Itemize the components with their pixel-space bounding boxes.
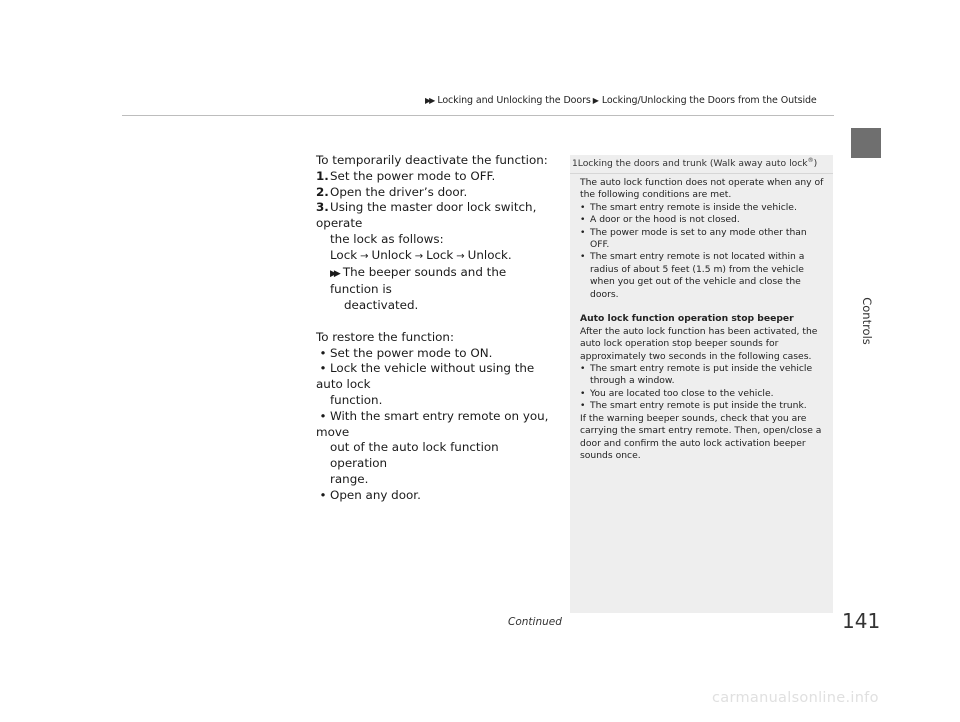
bullet-icon: • <box>319 487 327 502</box>
case-item: • The smart entry remote is put inside the vehicle <box>580 363 813 375</box>
bullet-icon: • <box>580 226 586 238</box>
page-number: 141 <box>842 609 881 633</box>
result-line: ▶▶ The beeper sounds and the function is <box>330 264 507 297</box>
case-item: • The smart entry remote is put inside the trunk. <box>580 400 807 412</box>
breadcrumb <box>425 95 817 106</box>
chapter-tab-marker <box>851 128 881 158</box>
bullet-icon: • <box>580 363 586 375</box>
step-1: 1.Set the power mode to OFF. <box>316 168 496 183</box>
header-rule <box>122 115 834 116</box>
sidebar-title: 1Locking the doors and trunk (Walk away auto lock®) <box>570 157 833 174</box>
beeper-heading: Auto lock function operation stop beeper <box>580 313 794 325</box>
sidebar-body: The auto lock function does not operate when any of the following conditions are met. • The smart entry remote is inside the vehicle. • A door or the hood is not closed. • The power mode is set to any mode other than OFF. • The smart entry remote is not located within a radius of about 5 feet (1.5 m) from the vehicle when you get out of the vehicle and close the doors. Auto lock function operation stop beeper After the auto lock function has been activated, the auto lock operation stop beeper sounds for approximately two seconds in the following cases. • The smart entry remote is put inside the vehicle through a window. • You are located too close to the vehicle. • The smart entry remote is put inside the trunk. If the warning beeper sounds, check that you are carrying the smart entry remote. Then, open/close a door and confirm the auto lock activation beeper sounds once. <box>580 177 828 462</box>
reference-mark-icon: 1 <box>572 159 578 170</box>
restore-item: • Lock the vehicle without using the auto lock <box>316 361 535 392</box>
double-arrow-icon: ▶▶ <box>425 96 434 105</box>
continued-label: Continued <box>508 616 562 628</box>
sidebar-note <box>570 155 833 613</box>
result-line-cont: deactivated. <box>344 298 419 313</box>
restore-item: • Open any door. <box>316 488 556 504</box>
condition-item: • The power mode is set to any mode other than <box>580 226 807 238</box>
condition-item: • A door or the hood is not closed. <box>580 214 740 226</box>
step-3-cont: the lock as follows: <box>330 231 444 246</box>
bullet-icon: • <box>319 408 327 423</box>
main-content: To temporarily deactivate the function: 1.Set the power mode to OFF. 2.Open the driver’s door. 3.Using the master door lock switch, operate the lock as follows: Lock → Unlock → Lock → Unlock. ▶▶ The beeper sounds and the function is deactivated. To restore the function: • Set the power mode to ON. • Lock the vehicle without using the auto lock function. • With the smart entry remote on you, move out of the auto lock function operation range. • Open any door. <box>316 153 556 504</box>
breadcrumb-subsection: Locking/Unlocking the Doors from the Outside <box>601 95 817 106</box>
condition-item: • The smart entry remote is not located within a <box>580 251 805 263</box>
case-item: • You are located too close to the vehicle. <box>580 387 774 399</box>
chapter-label: Controls <box>860 297 874 345</box>
bullet-icon: • <box>580 214 586 226</box>
step-3: 3.Using the master door lock switch, operate <box>316 200 537 231</box>
bullet-icon: • <box>580 400 586 412</box>
arrow-right-icon: → <box>360 250 369 262</box>
bullet-icon: • <box>319 345 327 360</box>
bullet-icon: • <box>580 251 586 263</box>
bullet-icon: • <box>580 387 586 399</box>
restore-item: • Set the power mode to ON. <box>316 346 556 362</box>
watermark: carmanualsonline.info <box>712 690 879 706</box>
intro-text: To temporarily deactivate the function: <box>316 153 548 167</box>
bullet-icon: • <box>319 361 327 376</box>
bullet-icon: • <box>580 201 586 213</box>
arrow-icon: ▶ <box>592 96 599 105</box>
arrow-right-icon: → <box>456 250 465 262</box>
restore-item: • With the smart entry remote on you, move <box>316 408 549 439</box>
condition-item: • The smart entry remote is inside the vehicle. <box>580 201 797 213</box>
restore-intro: To restore the function: <box>316 329 454 344</box>
lock-sequence: Lock → Unlock → Lock → Unlock. <box>330 247 512 262</box>
result-arrow-icon: ▶▶ <box>330 268 338 279</box>
arrow-right-icon: → <box>414 250 424 262</box>
breadcrumb-section: Locking and Unlocking the Doors <box>437 95 591 106</box>
step-2: 2.Open the driver’s door. <box>316 184 468 199</box>
